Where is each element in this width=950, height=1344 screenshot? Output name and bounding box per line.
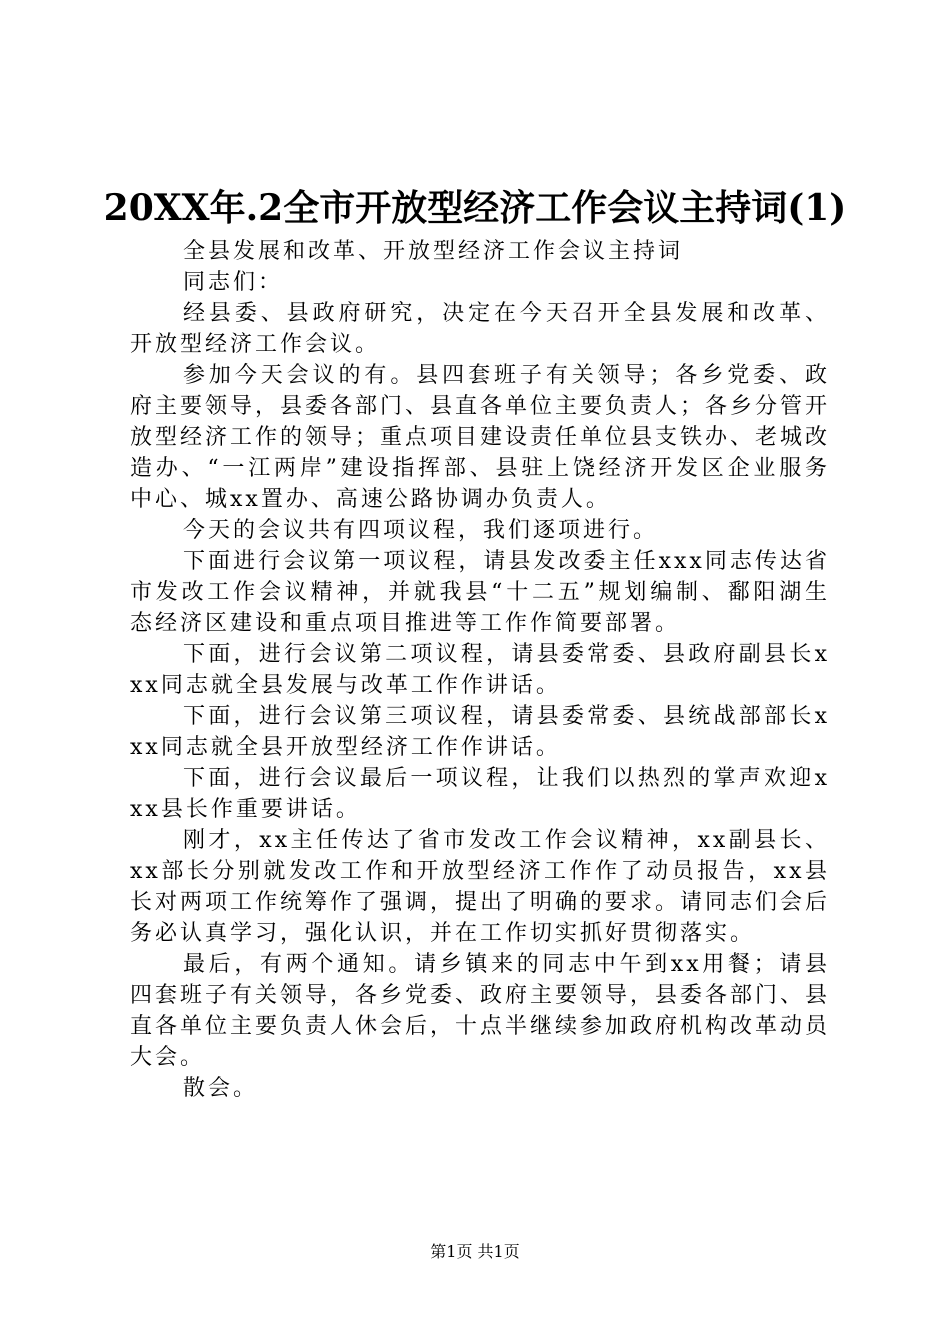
paragraph-salutation: 同志们： bbox=[183, 270, 284, 295]
paragraph: 下面，进行会议最后一项议程，让我们以热烈的掌声欢迎xxx县长作重要讲话。 bbox=[130, 766, 830, 822]
paragraph: 刚才，xx主任传达了省市发改工作会议精神，xx副县长、xx部长分别就发改工作和开放型经济工作作了动员报告，xx县长对两项工作统筹作了强调，提出了明确的要求。请同志们会后务必认真学习，强化认识，并在工作切实抓好贯彻落实。 bbox=[130, 828, 831, 946]
document-title: 20XX年.2全市开放型经济工作会议主持词(1) bbox=[103, 187, 847, 229]
paragraph: 下面进行会议第一项议程，请县发改委主任xxx同志传达省市发改工作会议精神，并就我县“十二五”规划编制、鄱阳湖生态经济区建设和重点项目推进等工作作简要部署。 bbox=[130, 549, 830, 636]
page-footer: 第1页 共1页 bbox=[430, 1242, 520, 1261]
paragraph: 最后，有两个通知。请乡镇来的同志中午到xx用餐；请县四套班子有关领导，各乡党委、政府主要领导，县委各部门、县直各单位主要负责人休会后，十点半继续参加政府机构改革动员大会。 bbox=[130, 952, 831, 1070]
paragraph-subtitle: 全县发展和改革、开放型经济工作会议主持词 bbox=[183, 239, 684, 264]
paragraph: 下面，进行会议第二项议程，请县委常委、县政府副县长xxx同志就全县发展与改革工作作讲话。 bbox=[130, 642, 830, 698]
paragraph: 参加今天会议的有。县四套班子有关领导；各乡党委、政府主要领导，县委各部门、县直各单位主要负责人；各乡分管开放型经济工作的领导；重点项目建设责任单位县支铁办、老城改造办、“一江两岸”建设指挥部、县驻上饶经济开发区企业服务中心、城xx置办、高速公路协调办负责人。 bbox=[130, 363, 831, 512]
paragraph: 经县委、县政府研究，决定在今天召开全县发展和改革、开放型经济工作会议。 bbox=[130, 301, 830, 357]
paragraph: 下面，进行会议第三项议程，请县委常委、县统战部部长xxx同志就全县开放型经济工作作讲话。 bbox=[130, 704, 830, 760]
paragraph-closing: 散会。 bbox=[183, 1076, 259, 1101]
paragraph: 今天的会议共有四项议程，我们逐项进行。 bbox=[183, 518, 659, 543]
document-body bbox=[130, 236, 830, 1104]
